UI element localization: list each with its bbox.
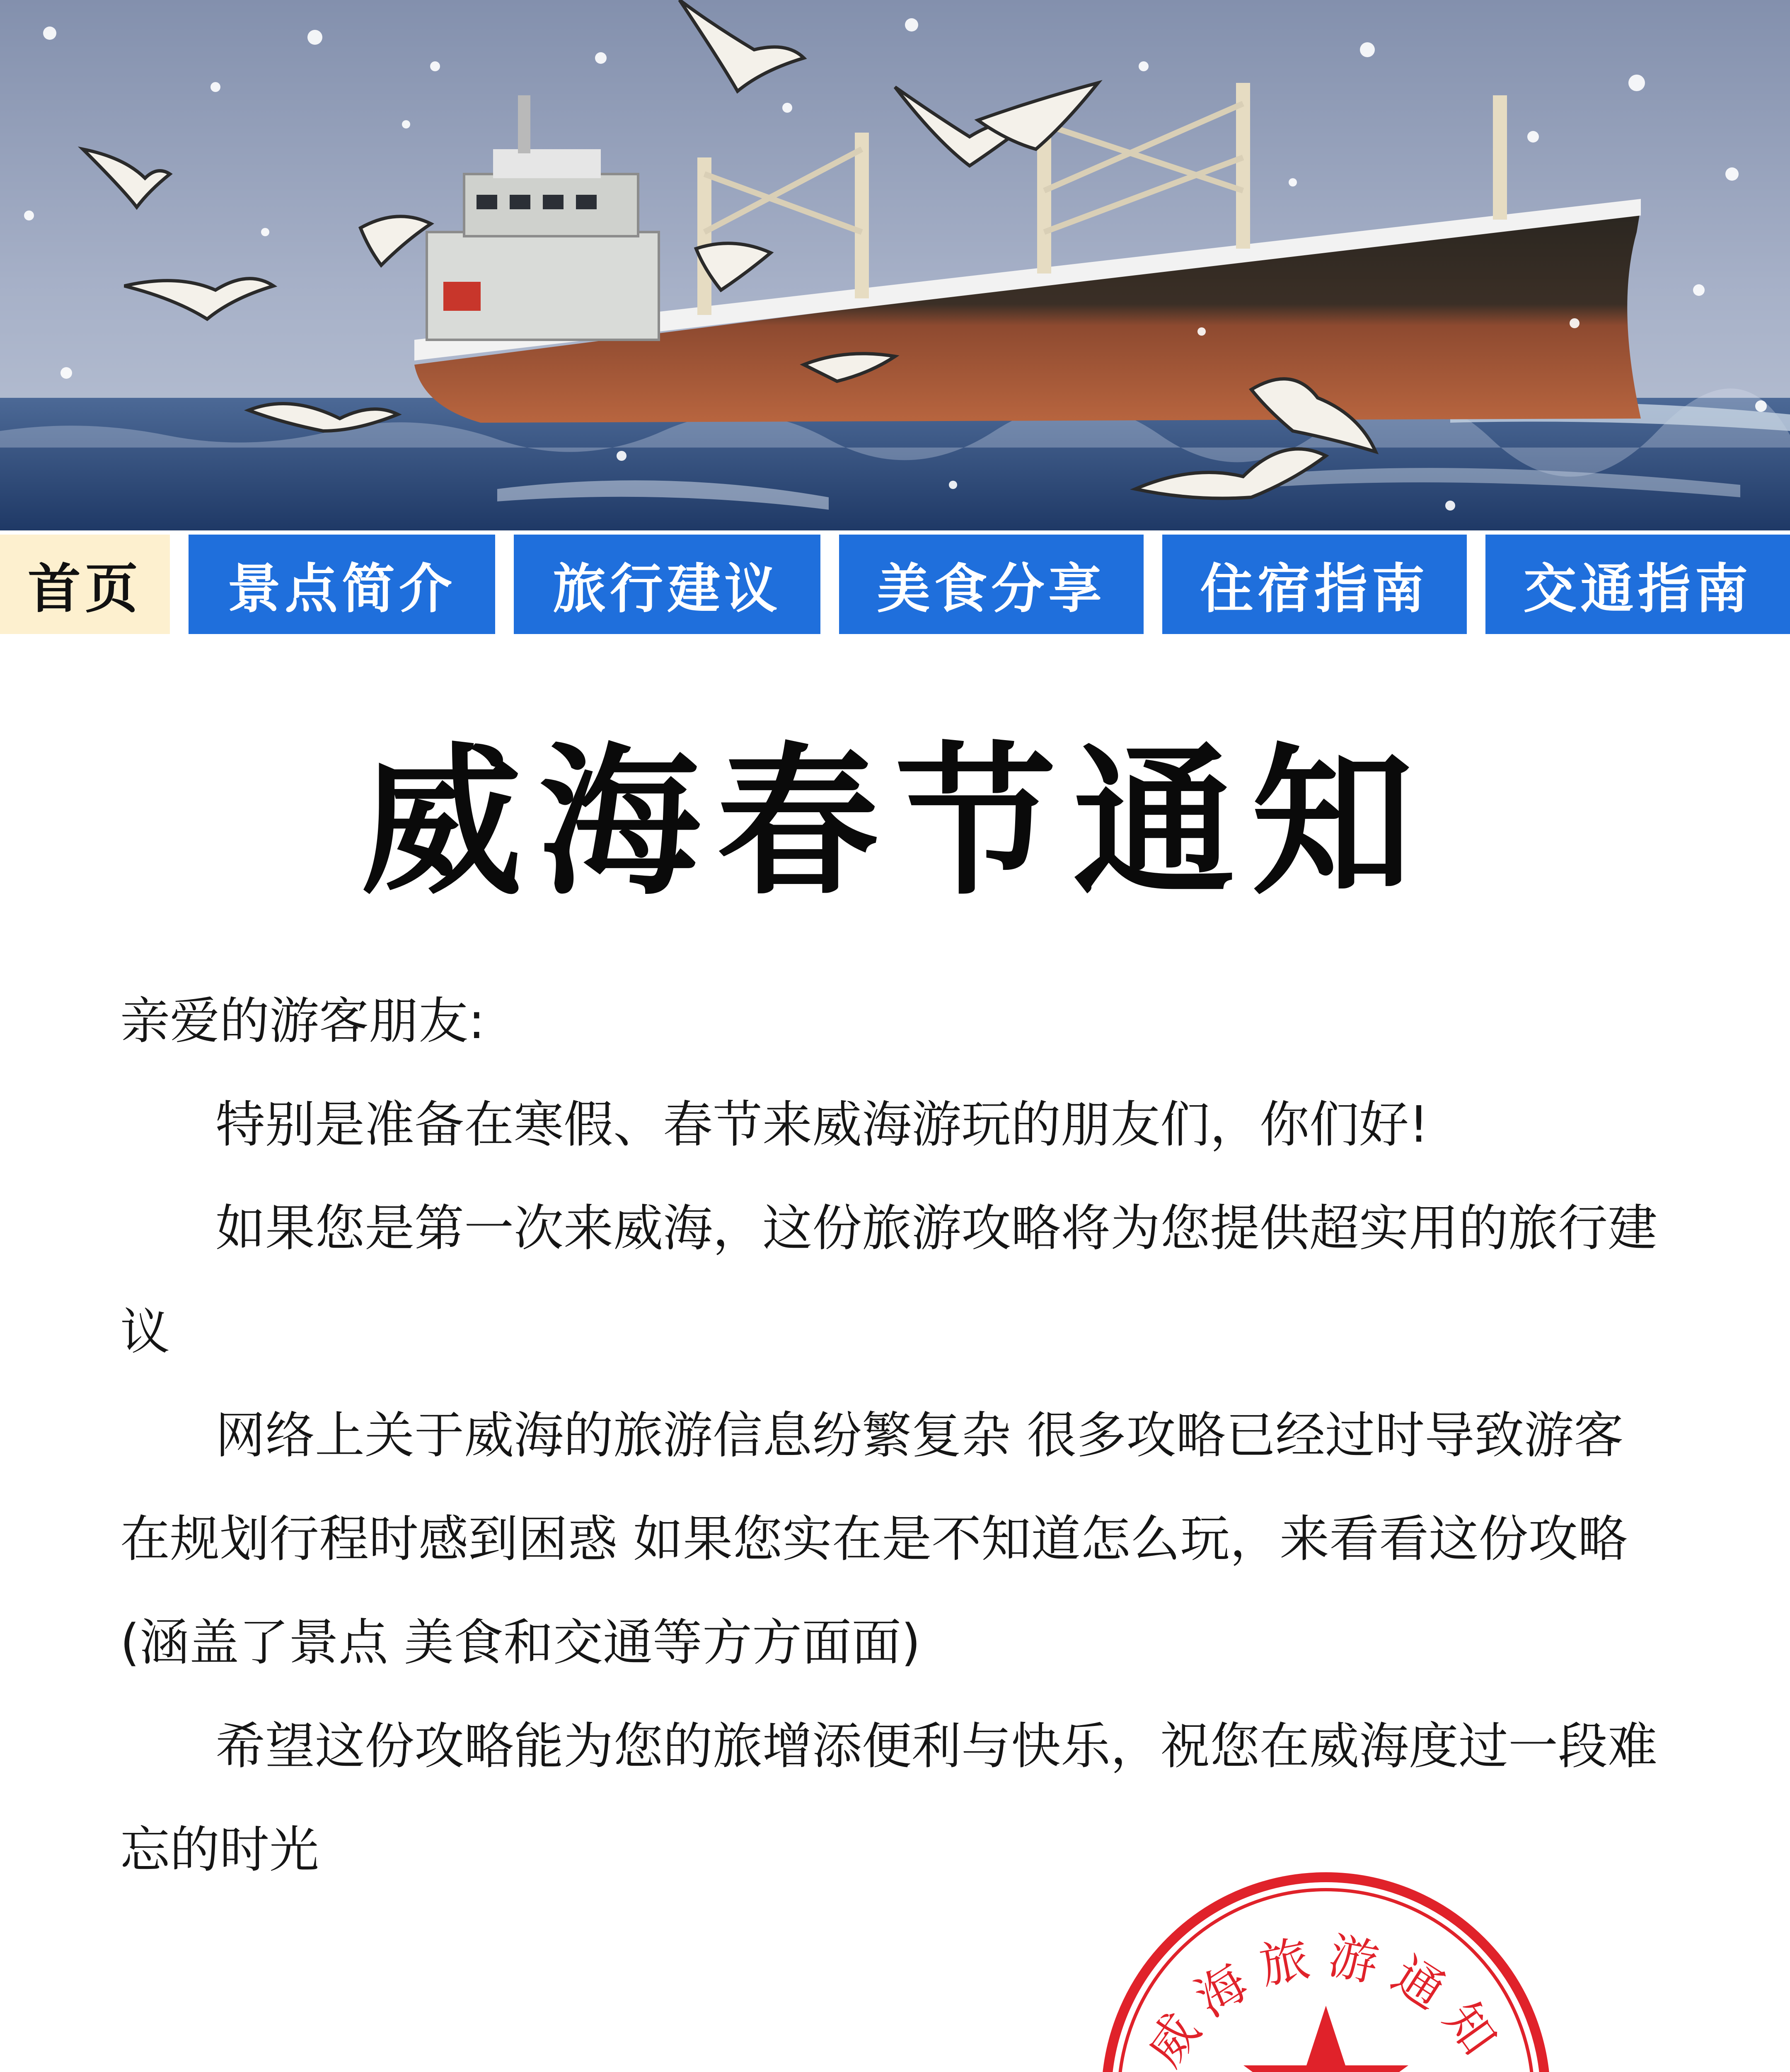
paragraph-4: 希望这份攻略能为您的旅增添便利与快乐，祝您在威海度过一段难忘的时光: [120, 1718, 1657, 1879]
page-title: 威海春节通知: [360, 729, 1430, 917]
seal-graphic: [1098, 1869, 1554, 2072]
greeting: 亲爱的游客朋友:: [120, 992, 485, 1050]
nav-item-attractions[interactable]: 景点简介: [189, 535, 495, 634]
paragraph-3: 网络上关于威海的旅游信息纷繁复杂 很多攻略已经过时导致游客在规划行程时感到困惑 如果您实在是不知道怎么玩，来看看这份攻略(涵盖了景点 美食和交通等方方面面): [120, 1407, 1628, 1672]
official-seal: [1098, 1869, 1554, 2072]
seal-arc-text: 威海旅游通知: [1135, 1927, 1517, 2072]
paragraph-1: 特别是准备在寒假、春节来威海游玩的朋友们，你们好!: [215, 1096, 1429, 1154]
hero-image: [0, 0, 1790, 530]
nav-item-travel-tips[interactable]: 旅行建议: [514, 535, 820, 634]
nav-item-transport[interactable]: 交通指南: [1485, 535, 1790, 634]
star-icon: [1243, 2006, 1408, 2072]
nav-item-food[interactable]: 美食分享: [839, 535, 1144, 634]
hero-illustration: [0, 0, 1790, 530]
nav-item-home[interactable]: 首页: [0, 535, 170, 634]
top-nav: [0, 530, 1790, 634]
paragraph-2: 如果您是第一次来威海，这份旅游攻略将为您提供超实用的旅行建议: [120, 1200, 1657, 1361]
nav-item-accommodation[interactable]: 住宿指南: [1162, 535, 1467, 634]
